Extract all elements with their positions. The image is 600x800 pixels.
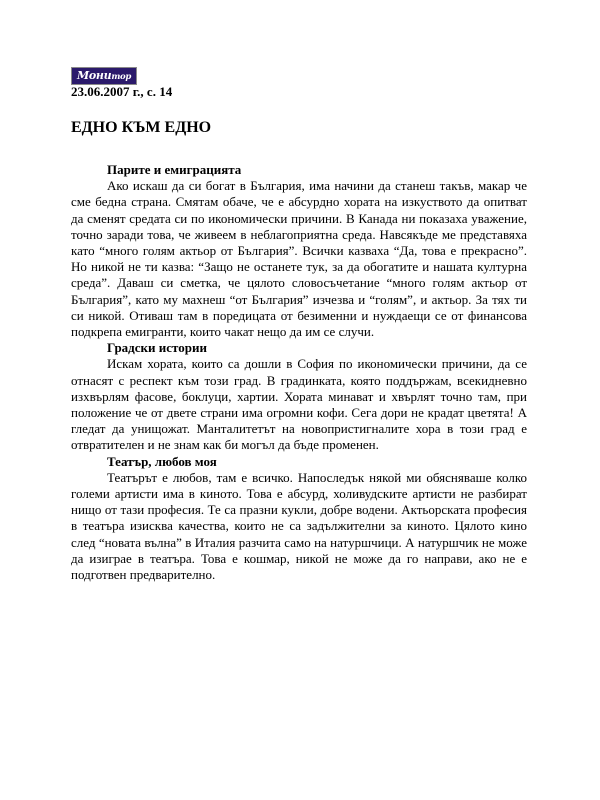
section-text-theatre-my-love: Театърът е любов, там е всичко. Напоследък някой ми обясняваше колко големи артисти има в киното. Това е абсурд, холивудските артисти не разбират нищо от тази професия. Те са празни кукли, добре водени. Актьорската професия в театъра изисква качества, които не са задължителни за киното. Цялото кино след “новата вълна” в Италия разчита само на натуршчици. А натуршчик не може да изиграе в театъра. Това е кошмар, никой не може да го направи, ако не е подготвен предварително. [71, 469, 527, 583]
section-heading-money-emigration: Парите и емиграцията [107, 162, 242, 177]
section-text-money-emigration: Ако искаш да си богат в България, има начини да станеш такъв, макар че сме бедна страна. Смятам обаче, че е абсурдно хората на изкуството да опитват да сменят средата си по икономически причини. В Канада ни показаха уважение, точно заради това, че живеем в неблагоприятна среда. Навсякъде ме представяха като “много голям актьор от България”. Всички казваха “Да, това е прекрасно”. Но никой не ти казва: “Защо не останете тук, за да обогатите и нашата културна среда”. Даваш си сметка, че цялото словосъчетание “много голям актьор от България”, като му махнеш “от България” изчезва и “голям”, и актьор. За тях ти си никой. Отиваш там в поредицата от безименни и нуждаещи се от финансова подкрепа емигранти, които чакат нещо да им се случи. [71, 178, 527, 340]
article-body [71, 162, 527, 583]
section-text-city-stories: Искам хората, които са дошли в София по икономически причини, да се отнасят с респект към този град. В градинката, която поддържам, всекидневно изхвърлям фасове, боклуци, хартии. Хората минават и хвърлят точно там, при положение че от двете страни има огромни кофи. Сега дори не крадат цветята! А гледат да унищожат. Манталитетът на новопристигналите хора в този град е отвратителен и не знам как би могъл да бъде променен. [71, 356, 527, 453]
article-title: ЕДНО КЪМ ЕДНО [71, 119, 212, 136]
publication-logo [71, 67, 137, 85]
logo-text-small: тор [111, 72, 132, 82]
publication-date-line: 23.06.2007 г., с. 14 [71, 84, 173, 99]
section-heading-theatre-my-love: Театър, любов моя [107, 453, 217, 469]
logo-text-main: Мони [76, 69, 112, 82]
section-heading-city-stories: Градски истории [107, 340, 207, 356]
